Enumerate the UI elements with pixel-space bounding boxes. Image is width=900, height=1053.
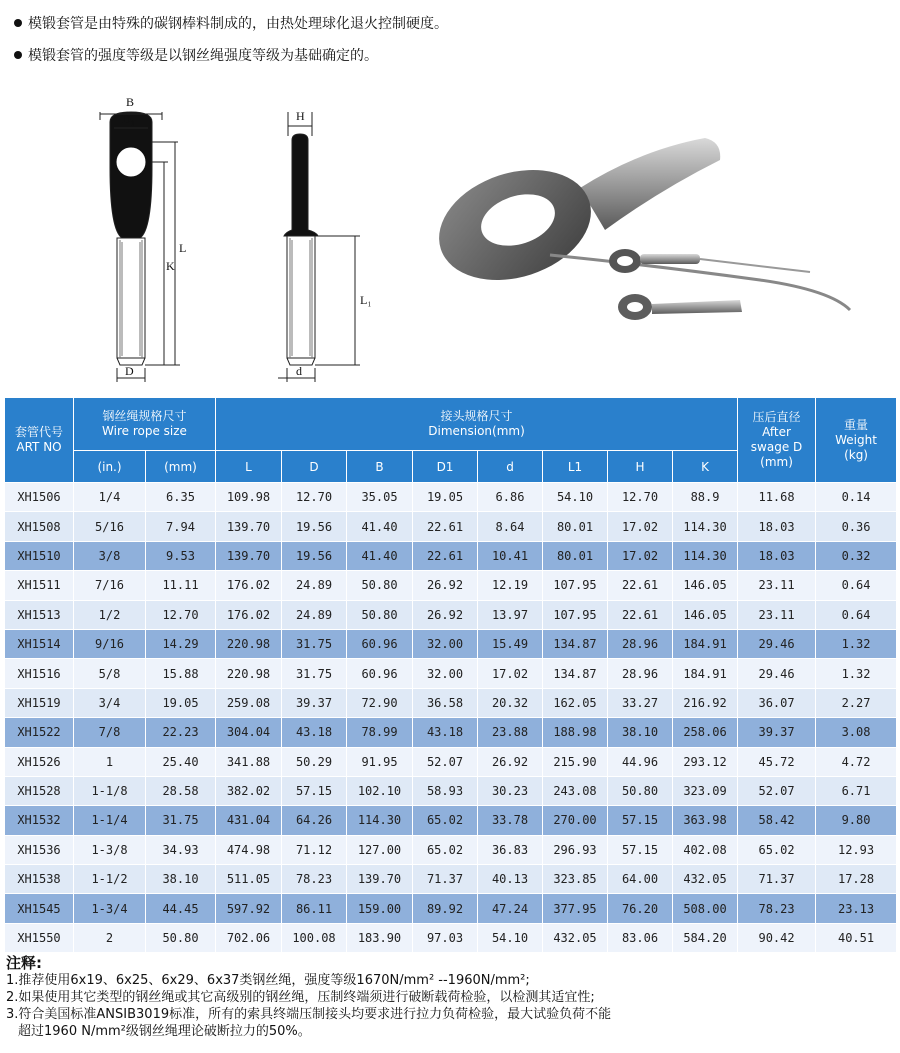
table-cell: 146.05: [673, 600, 738, 629]
table-cell: 33.78: [478, 806, 543, 835]
table-cell: 36.58: [413, 688, 478, 717]
notes-section: [6, 955, 611, 1040]
table-cell: 19.05: [146, 688, 216, 717]
table-cell: 216.92: [673, 688, 738, 717]
table-cell: 18.03: [738, 512, 816, 541]
table-cell: 65.02: [413, 835, 478, 864]
table-cell: 341.88: [216, 747, 282, 776]
table-cell: 3/4: [74, 688, 146, 717]
note-line: 2.如果使用其它类型的钢丝绳或其它高级别的钢丝绳，压制终端须进行破断载荷检验，以检测其适宜性;: [6, 990, 595, 1005]
table-body: [5, 483, 897, 953]
table-cell: 377.95: [543, 894, 608, 923]
table-cell: 31.75: [282, 629, 347, 658]
table-cell: 17.28: [816, 865, 897, 894]
table-cell: 39.37: [738, 718, 816, 747]
table-cell: 6.71: [816, 776, 897, 805]
note-line: 超过1960 N/mm²级钢丝绳理论破断拉力的50%。: [18, 1024, 311, 1039]
label-h: H: [296, 109, 305, 123]
table-cell: 91.95: [347, 747, 413, 776]
table-cell: 702.06: [216, 923, 282, 952]
table-cell: 220.98: [216, 659, 282, 688]
table-cell: 0.32: [816, 541, 897, 570]
table-cell: 39.37: [282, 688, 347, 717]
label-k: K: [166, 259, 175, 273]
table-cell: 270.00: [543, 806, 608, 835]
table-cell: 139.70: [347, 865, 413, 894]
table-row: [5, 629, 897, 658]
table-cell: 9.53: [146, 541, 216, 570]
cell-art-no: XH1550: [5, 923, 74, 952]
label-d1: D₁: [122, 112, 135, 126]
subheader-mm: (mm): [146, 451, 216, 483]
table-cell: 58.42: [738, 806, 816, 835]
table-cell: 71.12: [282, 835, 347, 864]
table-cell: 134.87: [543, 629, 608, 658]
table-cell: 64.00: [608, 865, 673, 894]
table-cell: 34.93: [146, 835, 216, 864]
table-cell: 90.42: [738, 923, 816, 952]
product-photo: [430, 120, 870, 350]
subheader-in: (in.): [74, 451, 146, 483]
table-cell: 0.64: [816, 571, 897, 600]
table-cell: 363.98: [673, 806, 738, 835]
table-cell: 24.89: [282, 571, 347, 600]
table-cell: 304.04: [216, 718, 282, 747]
table-cell: 1/2: [74, 600, 146, 629]
table-cell: 43.18: [413, 718, 478, 747]
cell-art-no: XH1508: [5, 512, 74, 541]
table-cell: 50.29: [282, 747, 347, 776]
table-cell: 22.61: [608, 571, 673, 600]
cell-art-no: XH1545: [5, 894, 74, 923]
table-cell: 12.70: [282, 483, 347, 512]
table-cell: 32.00: [413, 629, 478, 658]
table-cell: 6.86: [478, 483, 543, 512]
table-cell: 78.99: [347, 718, 413, 747]
table-cell: 71.37: [413, 865, 478, 894]
note-line: 1.推荐使用6x19、6x25、6x29、6x37类钢丝绳，强度等级1670N/mm² --1960N/mm²;: [6, 973, 530, 988]
table-cell: 12.70: [146, 600, 216, 629]
table-row: [5, 571, 897, 600]
table-cell: 54.10: [478, 923, 543, 952]
subheader-d1: D1: [413, 451, 478, 483]
table-cell: 139.70: [216, 512, 282, 541]
table-cell: 2.27: [816, 688, 897, 717]
table-cell: 35.05: [347, 483, 413, 512]
table-cell: 1: [74, 747, 146, 776]
table-cell: 0.36: [816, 512, 897, 541]
label-l1: L₁: [360, 293, 372, 307]
table-row: [5, 835, 897, 864]
table-cell: 88.9: [673, 483, 738, 512]
cell-art-no: XH1528: [5, 776, 74, 805]
table-cell: 107.95: [543, 571, 608, 600]
table-cell: 184.91: [673, 629, 738, 658]
cell-art-no: XH1536: [5, 835, 74, 864]
table-cell: 25.40: [146, 747, 216, 776]
table-cell: 1.32: [816, 629, 897, 658]
table-cell: 293.12: [673, 747, 738, 776]
subheader-l1: L1: [543, 451, 608, 483]
table-row: [5, 894, 897, 923]
table-cell: 127.00: [347, 835, 413, 864]
table-cell: 6.35: [146, 483, 216, 512]
table-cell: 32.00: [413, 659, 478, 688]
table-cell: 64.26: [282, 806, 347, 835]
table-cell: 50.80: [347, 600, 413, 629]
cell-art-no: XH1519: [5, 688, 74, 717]
table-row: [5, 718, 897, 747]
table-cell: 86.11: [282, 894, 347, 923]
cell-art-no: XH1514: [5, 629, 74, 658]
table-cell: 159.00: [347, 894, 413, 923]
header-weight: 重量 Weight (kg): [816, 398, 897, 483]
table-cell: 184.91: [673, 659, 738, 688]
table-cell: 41.40: [347, 512, 413, 541]
table-cell: 1-1/2: [74, 865, 146, 894]
table-cell: 65.02: [413, 806, 478, 835]
specification-table: [4, 397, 897, 953]
table-cell: 22.61: [413, 541, 478, 570]
table-cell: 14.29: [146, 629, 216, 658]
table-cell: 7.94: [146, 512, 216, 541]
subheader-d: D: [282, 451, 347, 483]
cell-art-no: XH1516: [5, 659, 74, 688]
cell-art-no: XH1522: [5, 718, 74, 747]
cell-art-no: XH1506: [5, 483, 74, 512]
table-cell: 76.20: [608, 894, 673, 923]
table-cell: 13.97: [478, 600, 543, 629]
table-cell: 508.00: [673, 894, 738, 923]
table-cell: 26.92: [413, 571, 478, 600]
table-cell: 176.02: [216, 571, 282, 600]
table-cell: 29.46: [738, 659, 816, 688]
table-cell: 402.08: [673, 835, 738, 864]
subheader-b: B: [347, 451, 413, 483]
bullet-dot-icon: [14, 19, 22, 27]
table-cell: 17.02: [608, 541, 673, 570]
table-cell: 28.96: [608, 629, 673, 658]
table-cell: 258.06: [673, 718, 738, 747]
table-cell: 57.15: [282, 776, 347, 805]
table-cell: 22.23: [146, 718, 216, 747]
table-cell: 0.14: [816, 483, 897, 512]
table-cell: 432.05: [673, 865, 738, 894]
subheader-h: H: [608, 451, 673, 483]
table-cell: 57.15: [608, 835, 673, 864]
table-cell: 41.40: [347, 541, 413, 570]
table-cell: 114.30: [347, 806, 413, 835]
table-cell: 1.32: [816, 659, 897, 688]
table-row: [5, 483, 897, 512]
table-cell: 31.75: [282, 659, 347, 688]
table-cell: 22.61: [413, 512, 478, 541]
bullet-item: 模锻套管的强度等级是以钢丝绳强度等级为基础确定的。: [14, 40, 448, 72]
table-cell: 139.70: [216, 541, 282, 570]
header-art-no: 套管代号 ART NO: [5, 398, 74, 483]
table-cell: 146.05: [673, 571, 738, 600]
label-small-d: d: [296, 364, 302, 378]
table-row: [5, 688, 897, 717]
header-dimension: 接头规格尺寸 Dimension(mm): [216, 398, 738, 451]
table-cell: 26.92: [413, 600, 478, 629]
table-cell: 78.23: [738, 894, 816, 923]
table-cell: 23.88: [478, 718, 543, 747]
table-cell: 38.10: [146, 865, 216, 894]
table-cell: 19.56: [282, 512, 347, 541]
table-cell: 183.90: [347, 923, 413, 952]
table-cell: 5/8: [74, 659, 146, 688]
table-cell: 162.05: [543, 688, 608, 717]
table-cell: 4.72: [816, 747, 897, 776]
table-cell: 10.41: [478, 541, 543, 570]
table-cell: 220.98: [216, 629, 282, 658]
table-row: [5, 512, 897, 541]
table-cell: 511.05: [216, 865, 282, 894]
table-cell: 114.30: [673, 512, 738, 541]
table-cell: 50.80: [347, 571, 413, 600]
table-cell: 71.37: [738, 865, 816, 894]
table-cell: 474.98: [216, 835, 282, 864]
table-cell: 597.92: [216, 894, 282, 923]
table-cell: 26.92: [478, 747, 543, 776]
table-cell: 3/8: [74, 541, 146, 570]
table-cell: 78.23: [282, 865, 347, 894]
table-cell: 17.02: [608, 512, 673, 541]
subheader-small-d: d: [478, 451, 543, 483]
table-cell: 83.06: [608, 923, 673, 952]
table-cell: 72.90: [347, 688, 413, 717]
table-cell: 31.75: [146, 806, 216, 835]
table-cell: 20.32: [478, 688, 543, 717]
technical-drawing: [80, 90, 380, 385]
table-cell: 323.09: [673, 776, 738, 805]
table-cell: 52.07: [413, 747, 478, 776]
table-cell: 12.70: [608, 483, 673, 512]
notes-title: 注释:: [6, 954, 42, 972]
table-cell: 60.96: [347, 629, 413, 658]
table-cell: 40.13: [478, 865, 543, 894]
table-cell: 102.10: [347, 776, 413, 805]
table-cell: 52.07: [738, 776, 816, 805]
table-cell: 12.19: [478, 571, 543, 600]
table-cell: 24.89: [282, 600, 347, 629]
intro-bullets: [14, 8, 448, 72]
table-cell: 44.45: [146, 894, 216, 923]
table-cell: 38.10: [608, 718, 673, 747]
table-cell: 176.02: [216, 600, 282, 629]
table-cell: 188.98: [543, 718, 608, 747]
table-cell: 45.72: [738, 747, 816, 776]
table-cell: 22.61: [608, 600, 673, 629]
table-cell: 11.68: [738, 483, 816, 512]
table-cell: 89.92: [413, 894, 478, 923]
subheader-k: K: [673, 451, 738, 483]
table-cell: 80.01: [543, 541, 608, 570]
table-row: [5, 541, 897, 570]
cell-art-no: XH1538: [5, 865, 74, 894]
cell-art-no: XH1532: [5, 806, 74, 835]
table-row: [5, 600, 897, 629]
table-row: [5, 806, 897, 835]
table-cell: 43.18: [282, 718, 347, 747]
table-cell: 5/16: [74, 512, 146, 541]
cell-art-no: XH1510: [5, 541, 74, 570]
table-cell: 30.23: [478, 776, 543, 805]
table-cell: 23.11: [738, 600, 816, 629]
table-cell: 100.08: [282, 923, 347, 952]
table-cell: 19.05: [413, 483, 478, 512]
table-cell: 1-1/4: [74, 806, 146, 835]
table-cell: 28.96: [608, 659, 673, 688]
table-cell: 0.64: [816, 600, 897, 629]
table-cell: 40.51: [816, 923, 897, 952]
subheader-l: L: [216, 451, 282, 483]
table-cell: 431.04: [216, 806, 282, 835]
table-cell: 36.83: [478, 835, 543, 864]
table-cell: 23.13: [816, 894, 897, 923]
table-row: [5, 865, 897, 894]
table-cell: 12.93: [816, 835, 897, 864]
table-cell: 1-3/4: [74, 894, 146, 923]
table-cell: 323.85: [543, 865, 608, 894]
table-cell: 296.93: [543, 835, 608, 864]
bullet-item: 模锻套管是由特殊的碳钢棒料制成的，由热处理球化退火控制硬度。: [14, 8, 448, 40]
table-cell: 47.24: [478, 894, 543, 923]
table-cell: 50.80: [608, 776, 673, 805]
table-cell: 8.64: [478, 512, 543, 541]
table-row: [5, 747, 897, 776]
table-cell: 9.80: [816, 806, 897, 835]
table-cell: 432.05: [543, 923, 608, 952]
table-cell: 44.96: [608, 747, 673, 776]
cell-art-no: XH1526: [5, 747, 74, 776]
table-cell: 1-1/8: [74, 776, 146, 805]
table-cell: 36.07: [738, 688, 816, 717]
table-cell: 60.96: [347, 659, 413, 688]
table-cell: 80.01: [543, 512, 608, 541]
table-cell: 7/16: [74, 571, 146, 600]
table-cell: 58.93: [413, 776, 478, 805]
table-cell: 109.98: [216, 483, 282, 512]
table-cell: 17.02: [478, 659, 543, 688]
table-cell: 1/4: [74, 483, 146, 512]
table-cell: 57.15: [608, 806, 673, 835]
table-row: [5, 923, 897, 952]
table-cell: 114.30: [673, 541, 738, 570]
note-line: 3.符合美国标准ANSIB3019标准，所有的索具终端压制接头均要求进行拉力负荷检验，最大试验负荷不能: [6, 1007, 612, 1022]
table-cell: 107.95: [543, 600, 608, 629]
table-cell: 1-3/8: [74, 835, 146, 864]
table-row: [5, 776, 897, 805]
table-cell: 584.20: [673, 923, 738, 952]
label-d: D: [125, 364, 134, 378]
table-cell: 15.49: [478, 629, 543, 658]
table-cell: 382.02: [216, 776, 282, 805]
table-cell: 50.80: [146, 923, 216, 952]
table-cell: 65.02: [738, 835, 816, 864]
cell-art-no: XH1513: [5, 600, 74, 629]
label-b: B: [126, 95, 135, 109]
table-cell: 9/16: [74, 629, 146, 658]
table-cell: 18.03: [738, 541, 816, 570]
label-l: L: [179, 241, 187, 255]
table-cell: 11.11: [146, 571, 216, 600]
table-cell: 259.08: [216, 688, 282, 717]
table-cell: 3.08: [816, 718, 897, 747]
header-after-swage: 压后直径 After swage D (mm): [738, 398, 816, 483]
table-cell: 97.03: [413, 923, 478, 952]
cell-art-no: XH1511: [5, 571, 74, 600]
table-cell: 243.08: [543, 776, 608, 805]
table-cell: 19.56: [282, 541, 347, 570]
table-cell: 7/8: [74, 718, 146, 747]
table-cell: 134.87: [543, 659, 608, 688]
table-cell: 15.88: [146, 659, 216, 688]
table-row: [5, 659, 897, 688]
table-cell: 215.90: [543, 747, 608, 776]
table-cell: 28.58: [146, 776, 216, 805]
table-cell: 23.11: [738, 571, 816, 600]
bullet-dot-icon: [14, 51, 22, 59]
table-cell: 33.27: [608, 688, 673, 717]
table-cell: 54.10: [543, 483, 608, 512]
header-wire-rope-size: 钢丝绳规格尺寸 Wire rope size: [74, 398, 216, 451]
table-cell: 2: [74, 923, 146, 952]
table-cell: 29.46: [738, 629, 816, 658]
